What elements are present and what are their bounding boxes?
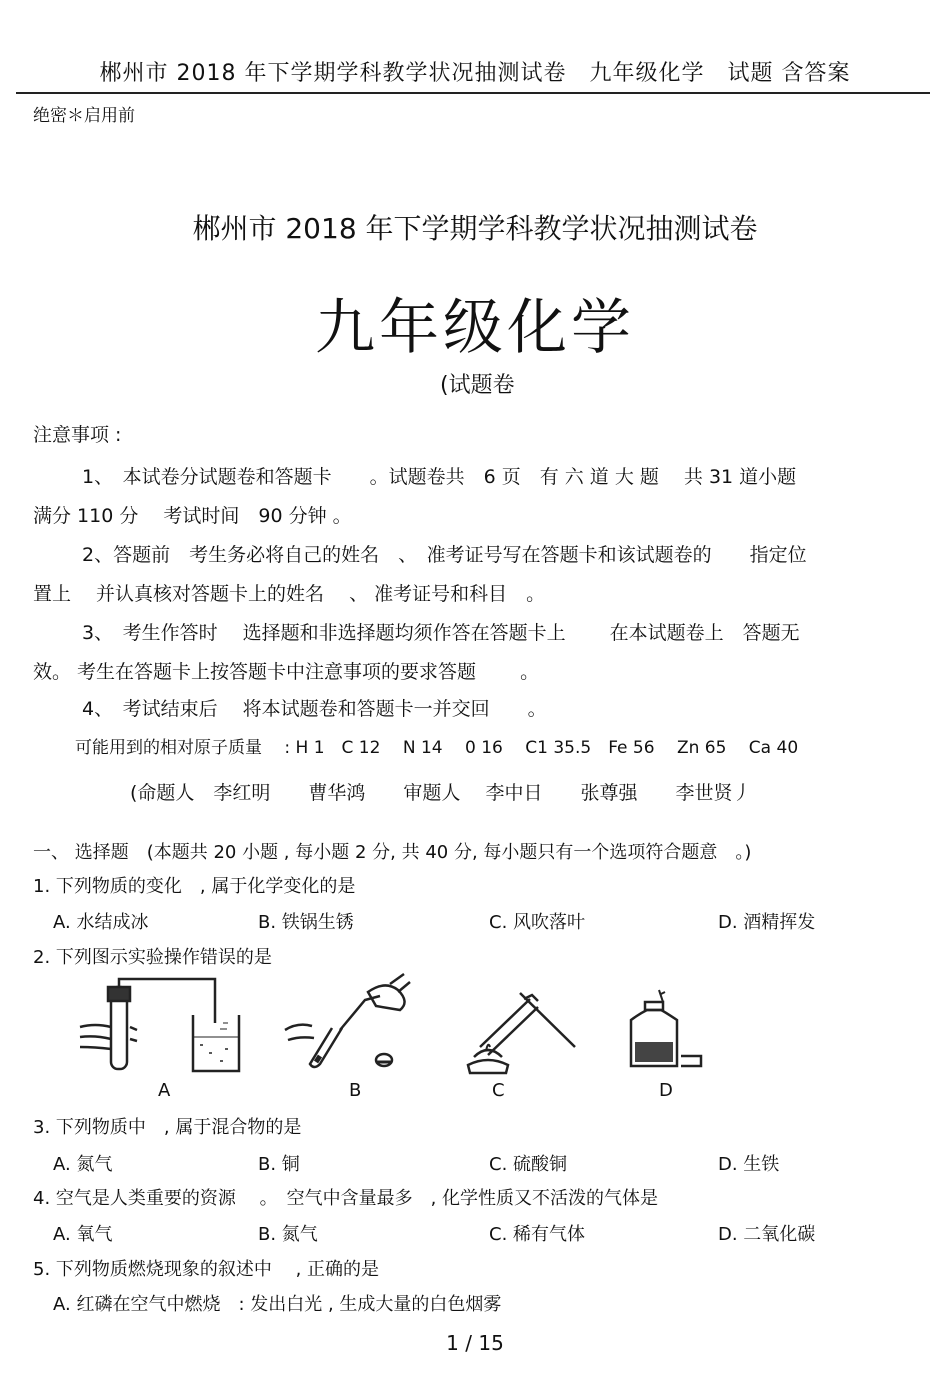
notice-heading: 注意事项 : bbox=[33, 424, 122, 446]
figure-c-heating-test-tube bbox=[460, 985, 580, 1075]
figure-a-label: A bbox=[158, 1080, 171, 1101]
question-4-option-c: C. 稀有气体 bbox=[489, 1224, 586, 1245]
question-2-stem: 2. 下列图示实验操作错误的是 bbox=[33, 947, 272, 968]
question-1-option-c: C. 风吹落叶 bbox=[489, 912, 586, 933]
notice-item-2-line1: 2、答题前 考生务必将自己的姓名 、 准考证号写在答题卡和该试题卷的 指定位 bbox=[82, 544, 807, 566]
question-4-option-a: A. 氧气 bbox=[53, 1224, 113, 1245]
question-3-option-a: A. 氮气 bbox=[53, 1154, 113, 1175]
notice-item-2-line2: 置上 并认真核对答题卡上的姓名 、 准考证号和科目 。 bbox=[33, 583, 546, 605]
figure-b-label: B bbox=[349, 1080, 362, 1101]
notice-item-4-line1: 4、 考试结束后 将本试题卷和答题卡一并交回 。 bbox=[82, 698, 547, 720]
section1-heading: 一、 选择题 (本题共 20 小题 , 每小题 2 分, 共 40 分, 每小题只有一个选项符合题意 。) bbox=[33, 842, 752, 863]
question-3-option-c: C. 硫酸铜 bbox=[489, 1154, 568, 1175]
question-1-option-a: A. 水结成冰 bbox=[53, 912, 149, 933]
question-5-stem: 5. 下列物质燃烧现象的叙述中 , 正确的是 bbox=[33, 1259, 380, 1280]
notice-item-1-line1: 1、 本试卷分试题卷和答题卡 。试题卷共 6 页 有 六 道 大 题 共 31 道小题 bbox=[82, 466, 797, 488]
figure-b-pouring-liquid bbox=[280, 970, 430, 1070]
notice-item-1-line2: 满分 110 分 考试时间 90 分钟 。 bbox=[33, 505, 352, 527]
figure-d-reagent-bottle bbox=[625, 990, 705, 1070]
figure-c-label: C bbox=[492, 1080, 505, 1101]
notice-item-3-line1: 3、 考生作答时 选择题和非选择题均须作答在答题卡上 在本试题卷上 答题无 bbox=[82, 622, 800, 644]
exam-subtitle: 郴州市 2018 年下学期学科教学状况抽测试卷 bbox=[192, 212, 758, 245]
question-5-option-a: A. 红磷在空气中燃烧 : 发出白光 , 生成大量的白色烟雾 bbox=[53, 1294, 502, 1315]
paper-type-label: (试题卷 bbox=[440, 373, 515, 398]
question-1-option-d: D. 酒精挥发 bbox=[718, 912, 816, 933]
question-3-stem: 3. 下列物质中 , 属于混合物的是 bbox=[33, 1117, 302, 1138]
secret-label: 绝密＊启用前 bbox=[33, 106, 135, 126]
question-4-option-d: D. 二氧化碳 bbox=[718, 1224, 816, 1245]
question-1-option-b: B. 铁锅生锈 bbox=[258, 912, 354, 933]
question-1-stem: 1. 下列物质的变化 , 属于化学变化的是 bbox=[33, 876, 356, 897]
exam-title: 九年级化学 bbox=[315, 293, 635, 363]
header-divider bbox=[16, 92, 930, 94]
question-4-stem: 4. 空气是人类重要的资源 。 空气中含量最多 , 化学性质又不活泼的气体是 bbox=[33, 1188, 659, 1209]
notice-item-3-line2: 效。 考生在答题卡上按答题卡中注意事项的要求答题 。 bbox=[33, 661, 540, 683]
figure-d-label: D bbox=[659, 1080, 673, 1101]
document-header-title: 郴州市 2018 年下学期学科教学状况抽测试卷 九年级化学 试题 含答案 bbox=[99, 61, 851, 86]
authors-line: (命题人 李红明 曹华鸿 审题人 李中日 张尊强 李世贤丿 bbox=[130, 782, 752, 804]
figure-a-airtightness-check bbox=[75, 975, 245, 1075]
question-4-option-b: B. 氮气 bbox=[258, 1224, 318, 1245]
question-3-option-d: D. 生铁 bbox=[718, 1154, 780, 1175]
atomic-masses-line: 可能用到的相对原子质量 : H 1 C 12 N 14 0 16 C1 35.5 Fe 56 Zn 65 Ca 40 bbox=[75, 738, 799, 758]
page-number: 1 / 15 bbox=[446, 1331, 504, 1355]
question-3-option-b: B. 铜 bbox=[258, 1154, 300, 1175]
